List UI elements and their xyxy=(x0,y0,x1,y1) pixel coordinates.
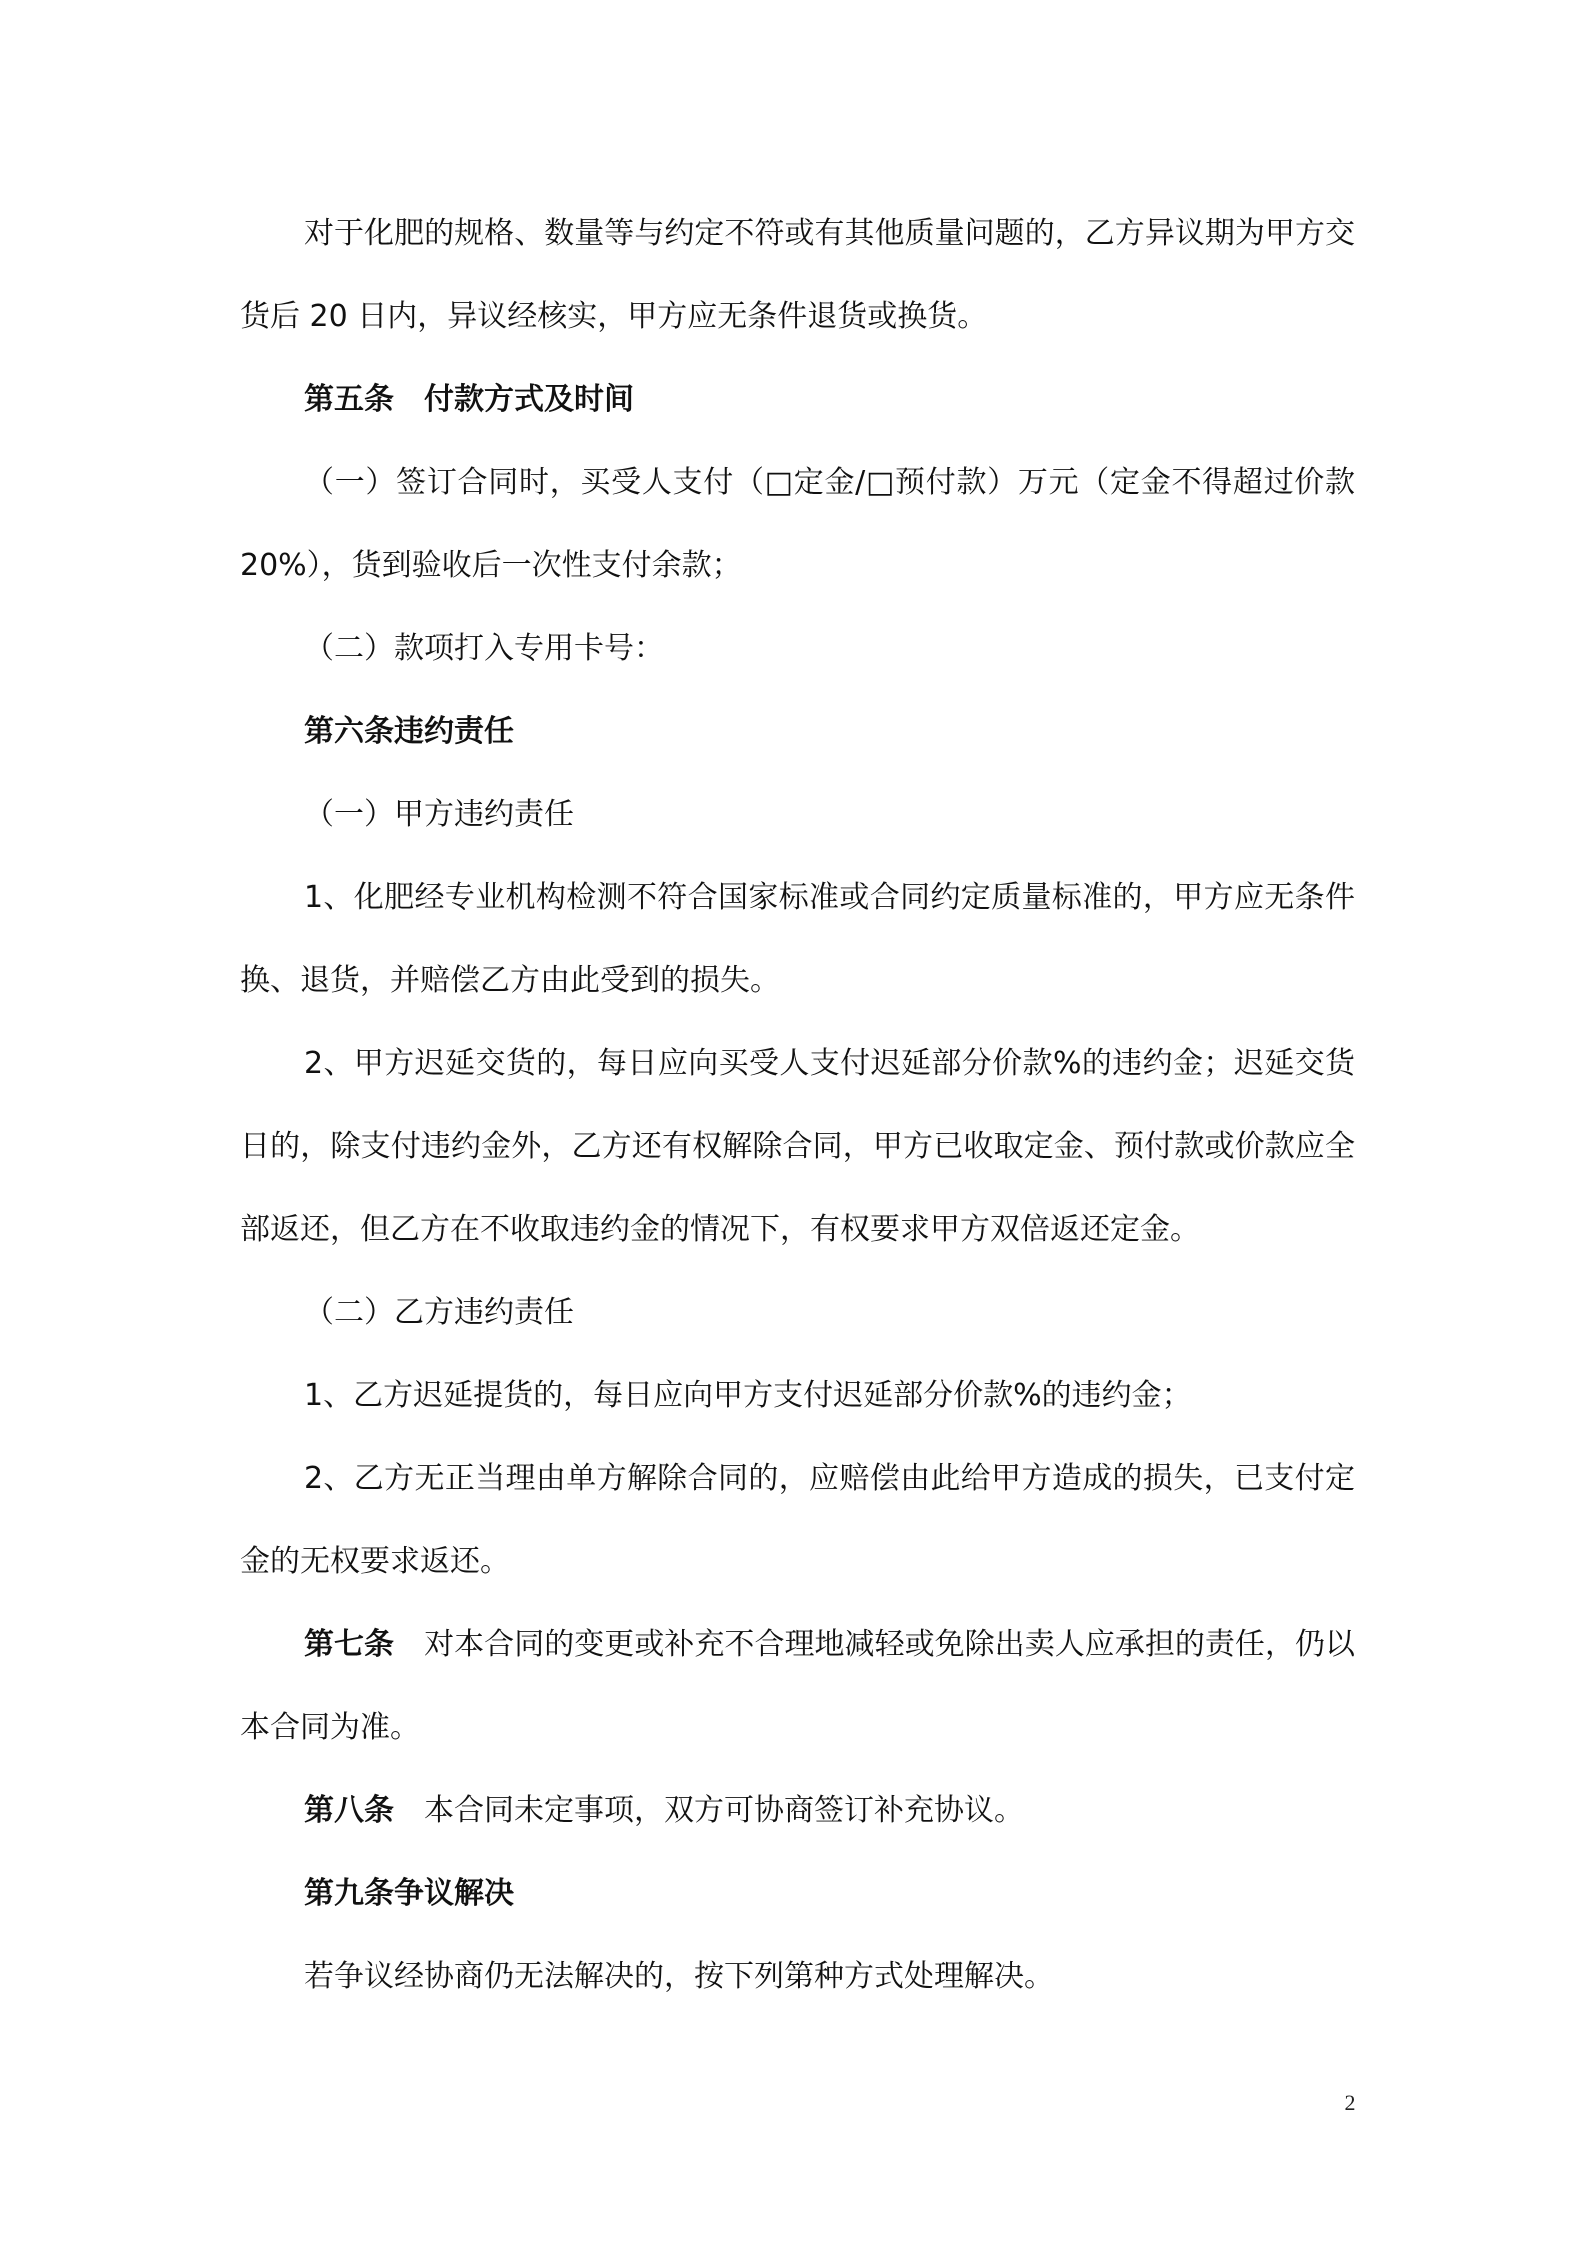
party-a-liability-2: 2、甲方迟延交货的，每日应向买受人支付迟延部分价款%的违约金；迟延交货日的，除支付违约金外，乙方还有权解除合同，甲方已收取定金、预付款或价款应全部返还，但乙方在不收取违约金的情况下，有权要求甲方双倍返还定金。 xyxy=(240,1046,1355,1247)
paragraph-payment-1: （一）签订合同时，买受人支付（□定金/□预付款）万元（定金不得超过价款 20%），货到验收后一次性支付余款； xyxy=(240,465,1355,583)
party-a-liability-1: 1、化肥经专业机构检测不符合国家标准或合同约定质量标准的，甲方应无条件换、退货，并赔偿乙方由此受到的损失。 xyxy=(240,880,1355,998)
article-7-number: 第七条 xyxy=(304,1627,395,1662)
page-number: 2 xyxy=(1344,2090,1356,2115)
article-7-text: 对本合同的变更或补充不合理地减轻或免除出卖人应承担的责任，仍以本合同为准。 xyxy=(240,1627,1356,1745)
paragraph-objection-period: 对于化肥的规格、数量等与约定不符或有其他质量问题的，乙方异议期为甲方交货后 20 日内，异议经核实，甲方应无条件退货或换货。 xyxy=(240,216,1355,334)
article-5-heading xyxy=(240,358,1355,441)
article-9-heading: 第九条争议解决 xyxy=(304,1876,514,1911)
article-5-title: 付款方式及时间 xyxy=(424,382,634,417)
article-8-text: 本合同未定事项，双方可协商签订补充协议。 xyxy=(424,1793,1024,1828)
party-a-liability-heading: （一）甲方违约责任 xyxy=(304,797,574,832)
article-5-number: 第五条 xyxy=(304,382,394,417)
article-8 xyxy=(240,1769,1355,1852)
article-7 xyxy=(240,1603,1355,1769)
article-8-number: 第八条 xyxy=(304,1793,394,1828)
contract-body xyxy=(240,192,1355,2018)
article-6-heading: 第六条违约责任 xyxy=(304,714,514,749)
party-b-liability-2: 2、乙方无正当理由单方解除合同的，应赔偿由此给甲方造成的损失，已支付定金的无权要求返还。 xyxy=(240,1461,1355,1579)
paragraph-payment-2: （二）款项打入专用卡号： xyxy=(304,631,664,666)
article-9-text: 若争议经协商仍无法解决的，按下列第种方式处理解决。 xyxy=(304,1959,1054,1994)
party-b-liability-heading: （二）乙方违约责任 xyxy=(304,1295,574,1330)
party-b-liability-1: 1、乙方迟延提货的，每日应向甲方支付迟延部分价款%的违约金； xyxy=(304,1378,1192,1413)
